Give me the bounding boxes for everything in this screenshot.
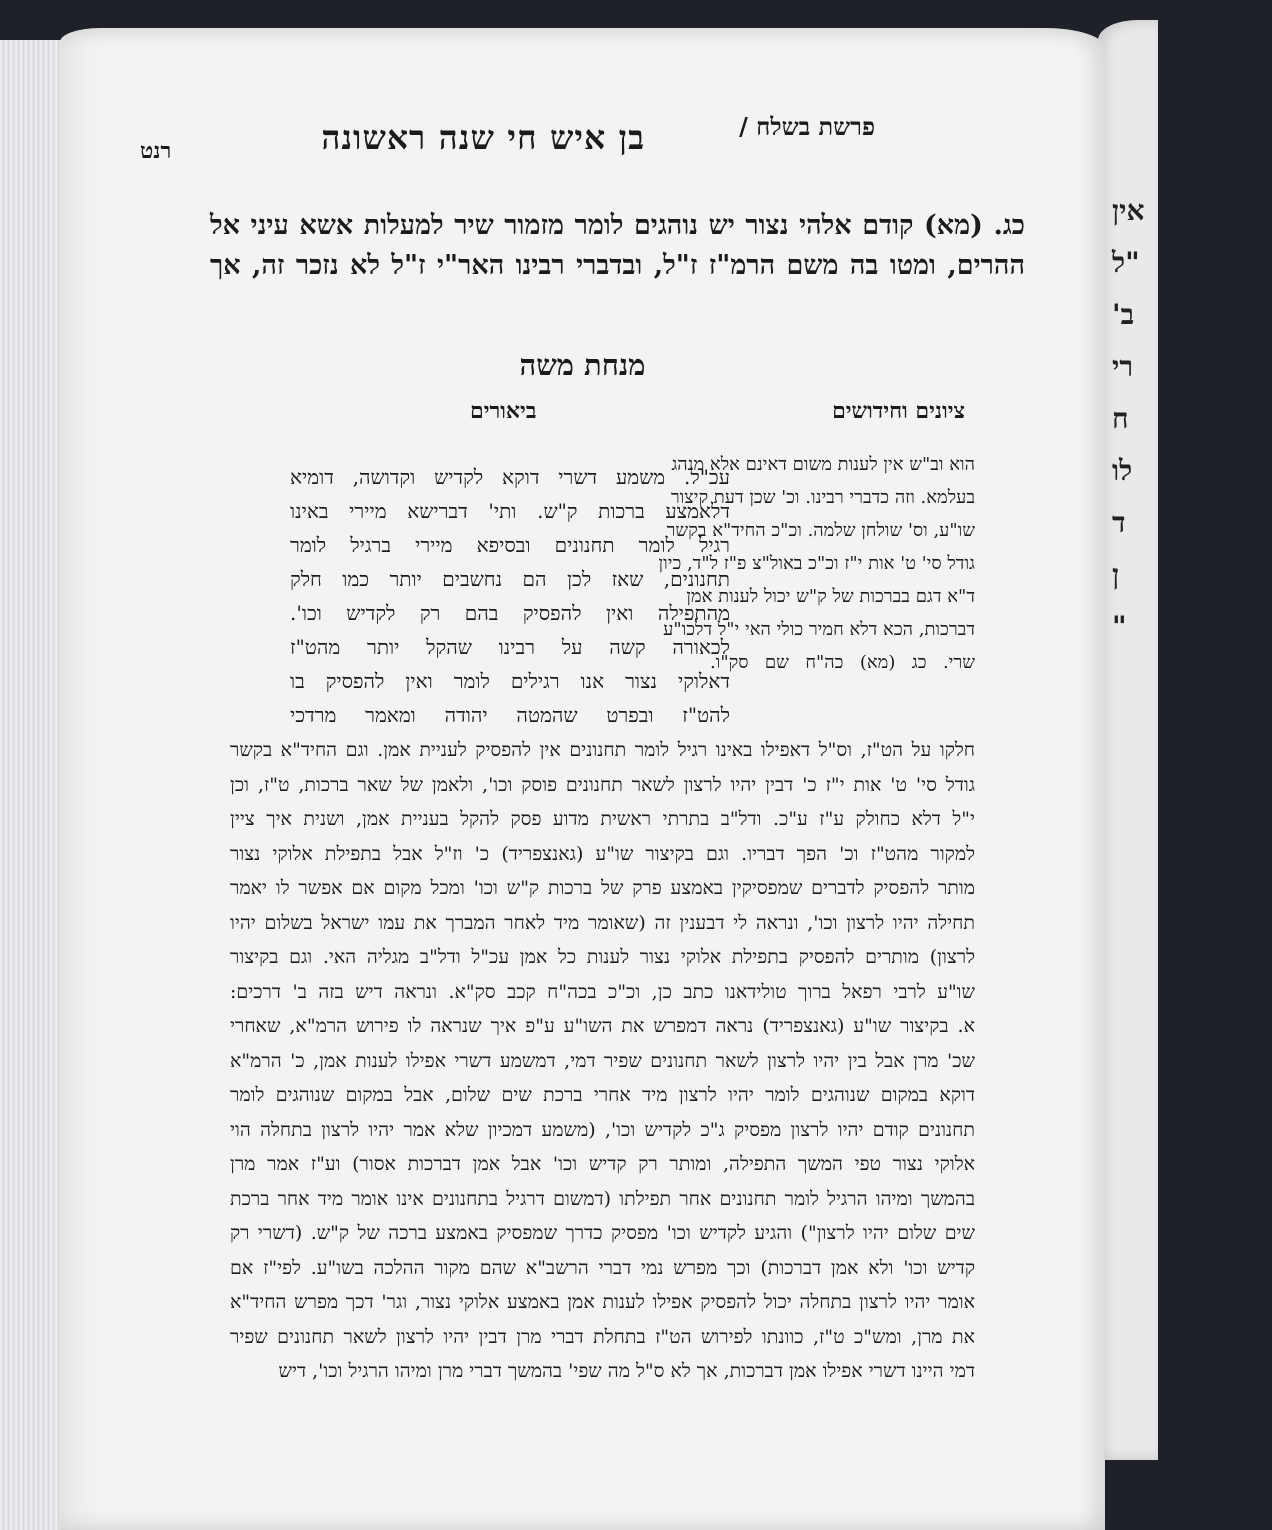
text-line: ד"א דגם בברכות של ק"ש יכול לענות אמן: [686, 586, 975, 607]
text-line: תחנונים, שאז לכן הם נחשבים יותר כמו חלק: [290, 567, 730, 591]
text-line: דמי היינו דשרי אפילו אמן דברכות, אך לא ס"ל מה שפי' בהמשך דברי מרן ומיהו הרגיל וכו', דיש: [278, 1360, 975, 1382]
next-page-fragment: אין: [1112, 194, 1145, 227]
text-line: למקור מהט"ז וכ' הפך דבריו. וגם בקיצור שו"ע (גאנצפריד) כ' וז"ל אבל בתפילת אלוקי נצור: [230, 842, 975, 865]
next-page-text: [1112, 185, 1272, 653]
text-line: א. בקיצור שו"ע (גאנצפריד) נראה דמפרש את השו"ע ע"פ איך שנראה לו פירוש הרמ"א, שאחרי: [230, 1015, 975, 1037]
text-line: דאלוקי נצור אנו רגילים לומר ואין להפסיק בו: [290, 669, 730, 693]
text-line: י"ל דלא כחולק ע"ז ע"כ. ודל"ב בתרתי ראשית מדוע פסק להקל בעניית אמן, ושנית איך ציין: [230, 808, 975, 830]
text-line: ההרים, ומטו בה משם הרמ"ז ז"ל, ובדברי רבינו האר"י ז"ל לא נזכר זה, אך: [210, 250, 1025, 281]
text-line: גודל סי' ט' אות י"ז כ' דבין יהיו לרצון לשאר תחנונים פוסק וכו', ולאמן של שאר ברכות, ט"ז, וכן: [230, 773, 975, 796]
main-text-paragraph: [210, 206, 1025, 286]
text-line: דוקא במקום שנוהגים לומר יהיו לרצון מיד אחרי ברכת שים שלום, אבל במקום שנוהגים לומר: [230, 1084, 975, 1106]
text-line: שכ' מרן אבל בין יהיו לרצון לשאר תחנונים שפיר דמי, דמשמע דשרי אפילו לענות אמן, כ' הרמ"א: [230, 1049, 975, 1072]
text-line: גודל סי' ט' אות י"ז וכ"כ באול"צ פ"ז ל"ד, כיון: [658, 553, 975, 574]
next-page-fragment: לו: [1112, 454, 1133, 487]
text-line: להט"ז ובפרט שהמטה יהודה ומאמר מרדכי: [290, 703, 730, 727]
next-page-edge: [1098, 20, 1158, 1460]
text-line: שו"ע לרבי רפאל ברוך טולידאנו כתב כן, וכ"כ בכה"ח קכב סק"א. ונראה דיש בזה ב' דרכים:: [230, 980, 975, 1003]
next-page-fragment: ב': [1112, 298, 1135, 331]
text-line: קדיש וכו' ולא אמן דברכות) וכך מפרש נמי דברי הרשב"א שהם מקור ההלכה בשו"ע. לפי"ז אם: [230, 1256, 975, 1279]
right-column-text: [658, 448, 975, 679]
text-line: לכאורה קשה על רבינו שהקל יותר מהט"ז: [290, 635, 730, 659]
text-line: לרצון) מותרים להפסיק בתפילת אלוקי נצור לענות כל אמן עכ"ל ודל"ב מגליה האי. וגם בקיצור: [230, 946, 975, 968]
text-line: בעלמא. וזה כדברי רבינו. וכ' שכן דעת קיצור: [670, 487, 975, 508]
text-line: חלקו על הט"ז, וס"ל דאפילו באינו רגיל לומר תחנונים אין להפסיק לעניית אמן. וגם החיד"א בקשר: [230, 739, 975, 761]
text-line: שים שלום יהיו לרצון") והגיע לקדיש וכו' מפסיק כדרך שמפסיק באמצע ברכה של ק"ש. (דשרי רק: [230, 1222, 975, 1244]
book-page: [60, 28, 1105, 1530]
next-page-fragment: "ל: [1112, 246, 1140, 279]
text-line: דלאמצע ברכות ק"ש. ותי' דברישא מיירי באינו: [290, 499, 730, 523]
text-line: רגיל לומר תחנונים ובסיפא מיירי ברגיל לומר: [290, 533, 730, 557]
text-line: הוא וב"ש אין לענות משום דאינם אלא מנהג: [671, 454, 975, 475]
next-page-fragment: ד: [1112, 506, 1126, 539]
left-column-text: [290, 460, 730, 732]
text-line: בהמשך ומיהו הרגיל לומר תחנונים אחר תפילתו (דמשום דרגיל בתחנונים אינו אומר מיד אחר ברכת: [230, 1187, 975, 1210]
text-line: אומר יהיו לרצון בתחלה יכול להפסיק אפילו לענות אמן באמצע אלוקי נצור, וגר' דכך מפרש החיד"א: [230, 1291, 975, 1313]
parsha-name: פרשת בשלח /: [739, 112, 875, 141]
text-line: כג. (מא) קודם אלהי נצור יש נוהגים לומר מזמור שיר למעלות אשא עיני אל: [210, 210, 1025, 241]
next-page-fragment: ח: [1112, 402, 1129, 435]
next-page-fragment: ": [1112, 610, 1127, 643]
page-number: רנט: [140, 138, 172, 164]
left-column-title: ביאורים: [470, 398, 537, 424]
next-page-fragment: רי: [1112, 350, 1134, 383]
text-line: מותר להפסיק לדברים שמפסיקין באמצע פרק של ברכות ק"ש וכו' ומכל מקום אם אפשר לו יאמר: [230, 877, 975, 899]
text-line: שרי. כג (מא) כה"ח שם סק"ו.: [710, 652, 975, 673]
text-line: שו"ע, וס' שולחן שלמה. וכ"כ החיד"א בקשר: [666, 520, 975, 541]
commentary-body: [230, 733, 975, 1389]
text-line: תחנונים קודם יהיו לרצון מפסיק ג"כ לקדיש וכו', (משמע דמכיון שלא אמר יהיו לרצון בתחלה הוי: [230, 1118, 975, 1141]
running-header: [140, 98, 1045, 164]
show-through-text: [260, 310, 995, 460]
next-page-fragment: ן: [1112, 558, 1120, 591]
text-line: מהתפילה ואין להפסיק בהם רק לקדיש וכו'.: [290, 601, 730, 625]
right-column-title: ציונים וחידושים: [832, 398, 965, 424]
text-line: תחילה יהיו לרצון וכו', ונראה לי דבענין זה (שאומר מיד לאחר המברך את עמו ישראל בשלום יהיו: [230, 911, 975, 934]
book-title: בן איש חי שנה ראשונה: [321, 118, 645, 157]
text-line: אלוקי נצור טפי המשך התפילה, ומותר רק קדיש וכו' אבל אמן דברכות אסור) וע"ז אמר מרן: [230, 1153, 975, 1175]
text-line: דברכות, הכא דלא חמיר כולי האי י"ל דלכו"ע: [663, 619, 975, 640]
text-line: עכ"ל. משמע דשרי דוקא לקדיש וקדושה, דומיא: [290, 465, 730, 489]
section-title: מנחת משה: [519, 348, 646, 382]
text-line: את מרן, ומש"כ ט"ז, כוונתו לפירוש הט"ז בתחלת דברי מרן דבין יהיו לרצון לשאר תחנונים שפיר: [230, 1325, 975, 1348]
